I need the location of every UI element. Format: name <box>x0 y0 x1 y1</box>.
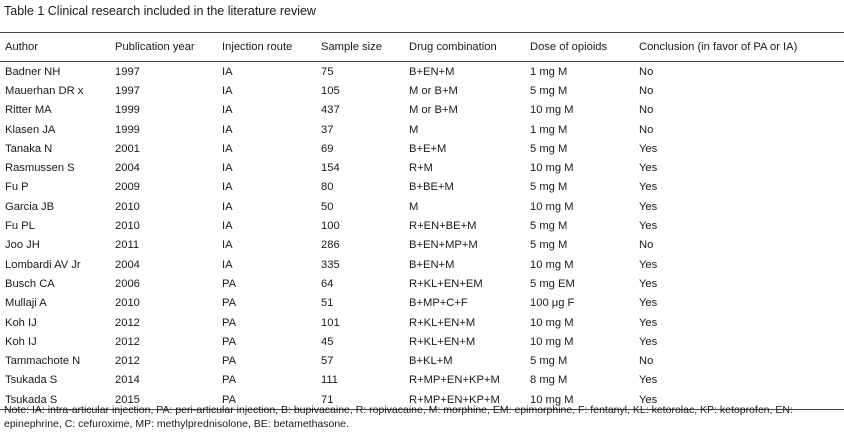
table-cell: M <box>409 123 419 136</box>
table-cell: R+MP+EN+KP+M <box>404 390 525 410</box>
table-cell: IA <box>222 142 233 155</box>
table-row <box>0 332 844 351</box>
table-cell: 5 mg EM <box>530 277 575 290</box>
table-cell: 105 <box>321 84 340 97</box>
table-cell: Yes <box>639 335 658 348</box>
table-cell: Tsukada S <box>0 390 110 410</box>
table-cell: Yes <box>639 181 658 194</box>
table-cell: Koh IJ <box>5 316 37 329</box>
table-note: Note: IA: intra-articular injection, PA: peri-articular injection, B: bupivacaine, R: ropivacaine, M: morphine, EM: epimorphine, F: fentanyl, KL: ketorolac, KP: ketoprofen, EN: epinephrine, C: cefuroxime, MP: methylprednisolone, BE: betamethasone. <box>4 404 793 430</box>
table-cell: PA <box>222 297 237 310</box>
table-row <box>0 62 844 82</box>
table-caption: Table 1 Clinical research included in the literature review <box>4 4 316 18</box>
table-cell: 437 <box>321 104 340 117</box>
table-row <box>0 294 844 313</box>
table-body <box>0 62 844 410</box>
table-cell: 100 μg F <box>530 297 575 310</box>
column-header: Dose of opioids <box>525 33 634 62</box>
table-row <box>0 351 844 370</box>
table-cell: No <box>639 123 654 136</box>
table-cell: 154 <box>321 162 340 175</box>
table-row <box>0 197 844 216</box>
table-cell: Yes <box>639 374 658 387</box>
table-cell: Yes <box>639 142 658 155</box>
table-cell: Lombardi AV Jr <box>5 258 81 271</box>
table-cell: 5 mg M <box>530 142 568 155</box>
table-cell: 5 mg M <box>530 84 568 97</box>
table-cell: No <box>639 84 654 97</box>
table-cell: Fu P <box>5 181 29 194</box>
table-cell: No <box>639 65 654 78</box>
table-cell: IA <box>222 162 233 175</box>
table-cell: R+M <box>409 162 433 175</box>
table-cell: PA <box>222 335 237 348</box>
table-cell: Tsukada S <box>5 374 58 387</box>
table-cell: 1997 <box>115 84 140 97</box>
table-cell: No <box>639 104 654 117</box>
table-cell: 10 mg M <box>530 335 574 348</box>
table-cell: 45 <box>321 335 334 348</box>
table-cell: 80 <box>321 181 334 194</box>
column-header: Drug combination <box>404 33 525 62</box>
table-cell: Yes <box>639 258 658 271</box>
table-cell: No <box>639 355 654 368</box>
table-cell: B+EN+M <box>409 258 455 271</box>
table-cell: IA <box>222 123 233 136</box>
table-cell: R+KL+EN+M <box>409 335 476 348</box>
table-cell: IA <box>222 239 233 252</box>
table-cell: IA <box>222 84 233 97</box>
table-cell: PA <box>222 374 237 387</box>
table-cell: Rasmussen S <box>5 162 75 175</box>
table-cell: Ritter MA <box>5 104 52 117</box>
table-row <box>0 216 844 235</box>
table-cell: 2010 <box>115 297 140 310</box>
table-cell: PA <box>222 355 237 368</box>
table-cell: 10 mg M <box>530 162 574 175</box>
table-row <box>0 178 844 197</box>
table-row <box>0 236 844 255</box>
table-cell: IA <box>222 200 233 213</box>
table-row <box>0 158 844 177</box>
table-cell: 2014 <box>115 374 140 387</box>
table-cell: 10 mg M <box>530 316 574 329</box>
table-cell: 10 mg M <box>530 258 574 271</box>
table-cell: 1 mg M <box>530 65 568 78</box>
table-row <box>0 120 844 139</box>
table-cell: IA <box>222 181 233 194</box>
table-cell: 1999 <box>115 123 140 136</box>
table-cell: R+MP+EN+KP+M <box>409 374 500 387</box>
table-cell: B+E+M <box>409 142 447 155</box>
column-header: Publication year <box>110 33 217 62</box>
table-cell: 2010 <box>115 200 140 213</box>
table-cell: 69 <box>321 142 334 155</box>
table-cell: 101 <box>321 316 340 329</box>
table-cell: 2015 <box>110 390 217 410</box>
table-cell: Yes <box>639 162 658 175</box>
table-row <box>0 81 844 100</box>
table-cell: M or B+M <box>409 104 458 117</box>
table-cell: Tammachote N <box>5 355 81 368</box>
column-header: Injection route <box>217 33 316 62</box>
column-header: Sample size <box>316 33 404 62</box>
table-row <box>0 371 844 390</box>
table-cell: Yes <box>639 316 658 329</box>
table-cell: B+MP+C+F <box>409 297 468 310</box>
table-cell: 1999 <box>115 104 140 117</box>
table-cell: 2011 <box>115 239 140 252</box>
table-cell: B+EN+M <box>409 65 455 78</box>
table-cell: R+KL+EN+M <box>409 316 476 329</box>
table-cell: 51 <box>321 297 334 310</box>
table-cell: Joo JH <box>5 239 40 252</box>
table-cell: 57 <box>321 355 334 368</box>
table-cell: B+EN+MP+M <box>409 239 478 252</box>
table-cell: 10 mg M <box>525 390 634 410</box>
table-cell: IA <box>222 220 233 233</box>
table-cell: Garcia JB <box>5 200 55 213</box>
table-cell: 286 <box>321 239 340 252</box>
table-cell: 2004 <box>115 162 140 175</box>
table-cell: B+KL+M <box>409 355 453 368</box>
table-cell: R+KL+EN+EM <box>409 277 483 290</box>
table-cell: IA <box>222 65 233 78</box>
table-cell: 2012 <box>115 316 140 329</box>
table-cell: 10 mg M <box>530 200 574 213</box>
table-cell: IA <box>222 104 233 117</box>
table-cell: 5 mg M <box>530 239 568 252</box>
table-cell: PA <box>222 316 237 329</box>
table-cell: 64 <box>321 277 334 290</box>
table-cell: 100 <box>321 220 340 233</box>
table-cell: M <box>409 200 419 213</box>
table-cell: 2006 <box>115 277 140 290</box>
table-cell: 1 mg M <box>530 123 568 136</box>
table-cell: 37 <box>321 123 334 136</box>
table-cell: 2012 <box>115 335 140 348</box>
table-cell: Busch CA <box>5 277 55 290</box>
literature-review-table <box>0 32 844 410</box>
table-cell: 71 <box>316 390 404 410</box>
table-cell: 335 <box>321 258 340 271</box>
table-cell: Fu PL <box>5 220 35 233</box>
table-cell: 8 mg M <box>530 374 568 387</box>
table-row <box>0 139 844 158</box>
table-cell: Mullaji A <box>5 297 47 310</box>
table-cell: Yes <box>639 220 658 233</box>
table-cell: 5 mg M <box>530 355 568 368</box>
table-cell: Mauerhan DR x <box>5 84 84 97</box>
table-cell: No <box>639 239 654 252</box>
table-row <box>0 101 844 120</box>
table-cell: PA <box>217 390 316 410</box>
column-header: Conclusion (in favor of PA or IA) <box>634 33 844 62</box>
table-cell: M or B+M <box>409 84 458 97</box>
table-header <box>0 33 844 62</box>
table-cell: 2010 <box>115 220 140 233</box>
table-cell: 50 <box>321 200 334 213</box>
table-row <box>0 255 844 274</box>
table-cell: Badner NH <box>5 65 61 78</box>
table-row <box>0 274 844 293</box>
table-cell: Yes <box>639 297 658 310</box>
table-cell: Klasen JA <box>5 123 56 136</box>
table-cell: Yes <box>639 200 658 213</box>
table-cell: 2001 <box>115 142 140 155</box>
table-cell: 2004 <box>115 258 140 271</box>
table-cell: B+BE+M <box>409 181 454 194</box>
header-row <box>0 33 844 62</box>
table-cell: 1997 <box>115 65 140 78</box>
table-cell: 2009 <box>115 181 140 194</box>
table-cell: IA <box>222 258 233 271</box>
table-cell: R+EN+BE+M <box>409 220 477 233</box>
table-cell: 75 <box>321 65 334 78</box>
column-header: Author <box>0 33 110 62</box>
table-cell: 2012 <box>115 355 140 368</box>
table-cell: Yes <box>639 277 658 290</box>
table-cell: 10 mg M <box>530 104 574 117</box>
table-cell: Tanaka N <box>5 142 53 155</box>
table-cell: Yes <box>634 390 844 410</box>
table-cell: 5 mg M <box>530 181 568 194</box>
table-row <box>0 313 844 332</box>
table-cell: Koh IJ <box>5 335 37 348</box>
table-cell: PA <box>222 277 237 290</box>
table-cell: 111 <box>321 374 339 387</box>
table-cell: 5 mg M <box>530 220 568 233</box>
